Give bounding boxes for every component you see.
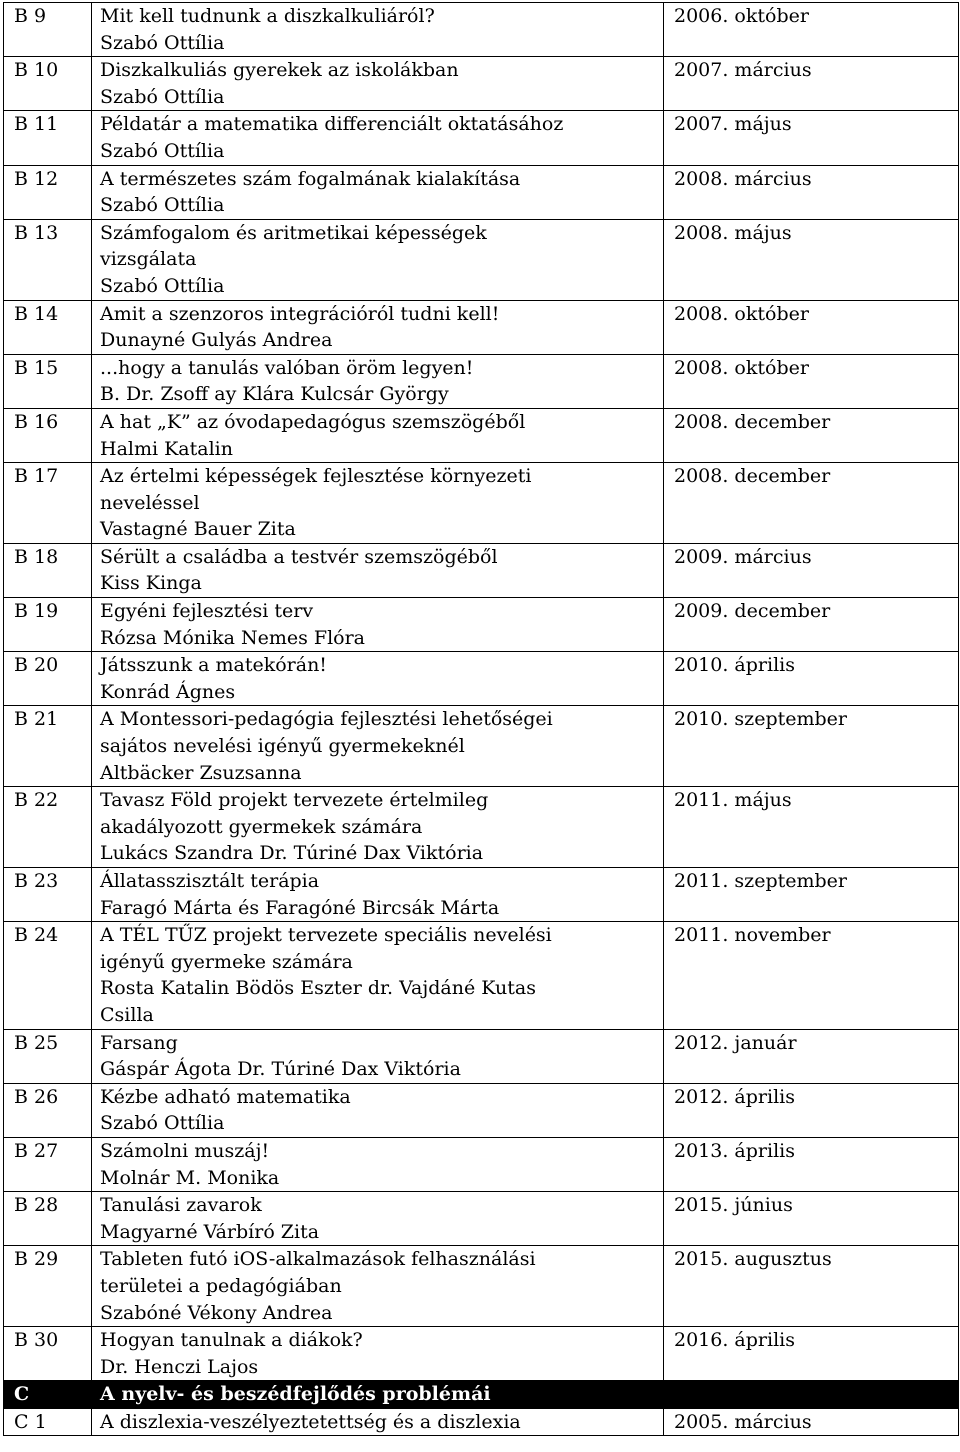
detail-line: Szabó Ottília bbox=[100, 1112, 225, 1135]
title-line: Számfogalom és aritmetikai képességek bbox=[100, 221, 487, 244]
row-date: 2005. március bbox=[664, 1408, 959, 1436]
detail-line: Szabó Ottília bbox=[100, 274, 225, 297]
row-title-author bbox=[92, 1192, 664, 1246]
row-code: B 21 bbox=[4, 706, 92, 787]
row-code: B 14 bbox=[4, 300, 92, 354]
title-line: A Montessori-pedagógia fejlesztési lehetőségei bbox=[100, 708, 553, 731]
detail-line: neveléssel bbox=[100, 491, 200, 514]
row-code: B 16 bbox=[4, 408, 92, 462]
detail-line: Kiss Kinga bbox=[100, 572, 202, 595]
detail-line: Altbäcker Zsuzsanna bbox=[100, 761, 302, 784]
title-line: Hogyan tanulnak a diákok? bbox=[100, 1329, 363, 1352]
detail-line: igényű gyermeke számára bbox=[100, 950, 353, 973]
row-code: B 24 bbox=[4, 922, 92, 1029]
title-line: A TÉL TŰZ projekt tervezete speciális nevelési bbox=[100, 924, 552, 947]
publication-table bbox=[3, 2, 959, 1436]
row-code: B 22 bbox=[4, 787, 92, 868]
row-code: B 26 bbox=[4, 1083, 92, 1137]
row-date: 2011. november bbox=[664, 922, 959, 1029]
table-row bbox=[4, 706, 959, 787]
row-title-author bbox=[92, 598, 664, 652]
table-row bbox=[4, 111, 959, 165]
table-row bbox=[4, 57, 959, 111]
detail-line: Szabó Ottília bbox=[100, 85, 225, 108]
detail-line: Szabó Ottília bbox=[100, 139, 225, 162]
row-date: 2008. december bbox=[664, 408, 959, 462]
row-date: 2008. május bbox=[664, 219, 959, 300]
row-date: 2008. március bbox=[664, 165, 959, 219]
table-row bbox=[4, 408, 959, 462]
detail-line: Vastagné Bauer Zita bbox=[100, 518, 296, 541]
title-line: Tanulási zavarok bbox=[100, 1194, 262, 1217]
row-date: 2015. augusztus bbox=[664, 1246, 959, 1327]
title-line: Mit kell tudnunk a diszkalkuliáról? bbox=[100, 5, 435, 27]
row-title-author bbox=[92, 543, 664, 597]
row-title-author bbox=[92, 300, 664, 354]
row-code: B 12 bbox=[4, 165, 92, 219]
title-line: Sérült a családba a testvér szemszögéből bbox=[100, 545, 498, 568]
table-row bbox=[4, 1029, 959, 1083]
detail-line: Csilla bbox=[100, 1003, 154, 1026]
table-row bbox=[4, 463, 959, 544]
row-date: 2011. szeptember bbox=[664, 868, 959, 922]
title-line: Az értelmi képességek fejlesztése környezeti bbox=[100, 465, 532, 488]
title-line: Tableten futó iOS-alkalmazások felhasználási bbox=[100, 1248, 536, 1271]
detail-line: Dr. Henczi Lajos bbox=[100, 1355, 259, 1378]
table-row bbox=[4, 543, 959, 597]
row-title-author bbox=[92, 1083, 664, 1137]
row-title-author bbox=[92, 706, 664, 787]
title-line: A hat „K” az óvodapedagógus szemszögéből bbox=[100, 410, 526, 433]
detail-line: sajátos nevelési igényű gyermekeknél bbox=[100, 735, 465, 758]
row-title-author bbox=[92, 787, 664, 868]
detail-line: Gáspár Ágota Dr. Túriné Dax Viktória bbox=[100, 1058, 461, 1081]
detail-line: Rosta Katalin Bödös Eszter dr. Vajdáné Kutas bbox=[100, 977, 537, 1000]
detail-line: B. Dr. Zsoff ay Klára Kulcsár György bbox=[100, 383, 449, 406]
row-title-author bbox=[92, 1137, 664, 1191]
detail-line: Dunayné Gulyás Andrea bbox=[100, 329, 333, 352]
row-title-author bbox=[92, 1327, 664, 1381]
title-line: Egyéni fejlesztési terv bbox=[100, 600, 314, 623]
row-title-author bbox=[92, 408, 664, 462]
table-row bbox=[4, 1192, 959, 1246]
detail-line: Magyarné Várbíró Zita bbox=[100, 1220, 320, 1243]
table-row bbox=[4, 868, 959, 922]
row-date: 2012. április bbox=[664, 1083, 959, 1137]
row-date: 2012. január bbox=[664, 1029, 959, 1083]
row-date: 2013. április bbox=[664, 1137, 959, 1191]
detail-line: Lukács Szandra Dr. Túriné Dax Viktória bbox=[100, 842, 484, 865]
row-code: B 17 bbox=[4, 463, 92, 544]
row-code: B 23 bbox=[4, 868, 92, 922]
row-date: 2010. április bbox=[664, 652, 959, 706]
row-code: B 18 bbox=[4, 543, 92, 597]
title-line: A természetes szám fogalmának kialakítása bbox=[100, 167, 521, 190]
row-code: C 1 bbox=[4, 1408, 92, 1436]
detail-line: akadályozott gyermekek számára bbox=[100, 815, 423, 838]
row-date: 2015. június bbox=[664, 1192, 959, 1246]
table-row bbox=[4, 1137, 959, 1191]
row-title-author bbox=[92, 463, 664, 544]
title-line: Számolni muszáj! bbox=[100, 1139, 270, 1162]
row-date: 2009. december bbox=[664, 598, 959, 652]
publication-table-body bbox=[4, 3, 959, 1436]
title-line: Farsang bbox=[100, 1031, 178, 1054]
title-line: ...hogy a tanulás valóban öröm legyen! bbox=[100, 356, 474, 379]
row-code: B 11 bbox=[4, 111, 92, 165]
table-row bbox=[4, 354, 959, 408]
row-title-author bbox=[92, 3, 664, 57]
row-title-author bbox=[92, 1408, 664, 1436]
row-title-author bbox=[92, 1381, 664, 1409]
detail-line: vizsgálata bbox=[100, 248, 197, 271]
row-code: B 9 bbox=[4, 3, 92, 57]
detail-line: területei a pedagógiában bbox=[100, 1274, 342, 1297]
table-row bbox=[4, 1083, 959, 1137]
row-code: B 15 bbox=[4, 354, 92, 408]
row-title-author bbox=[92, 57, 664, 111]
row-title-author bbox=[92, 165, 664, 219]
title-line: Tavasz Föld projekt tervezete értelmileg bbox=[100, 789, 489, 812]
table-row bbox=[4, 598, 959, 652]
table-row bbox=[4, 1246, 959, 1327]
row-code: C bbox=[4, 1381, 92, 1409]
table-row bbox=[4, 1327, 959, 1381]
row-code: B 20 bbox=[4, 652, 92, 706]
table-row bbox=[4, 300, 959, 354]
row-title-author bbox=[92, 868, 664, 922]
row-date bbox=[664, 1381, 959, 1409]
row-title-author bbox=[92, 922, 664, 1029]
row-code: B 30 bbox=[4, 1327, 92, 1381]
detail-line: Szabó Ottília bbox=[100, 194, 225, 217]
title-line: Amit a szenzoros integrációról tudni kell! bbox=[100, 302, 500, 325]
row-title-author bbox=[92, 354, 664, 408]
row-code: B 28 bbox=[4, 1192, 92, 1246]
table-row bbox=[4, 652, 959, 706]
table-row bbox=[4, 1408, 959, 1436]
row-code: B 13 bbox=[4, 219, 92, 300]
row-code: B 29 bbox=[4, 1246, 92, 1327]
row-title-author bbox=[92, 219, 664, 300]
detail-line: Halmi Katalin bbox=[100, 437, 233, 460]
row-title-author bbox=[92, 1246, 664, 1327]
section-header-row bbox=[4, 1381, 959, 1409]
detail-line: Szabóné Vékony Andrea bbox=[100, 1301, 333, 1324]
row-title-author bbox=[92, 1029, 664, 1083]
row-date: 2011. május bbox=[664, 787, 959, 868]
table-row bbox=[4, 219, 959, 300]
table-row bbox=[4, 3, 959, 57]
detail-line: Konrád Ágnes bbox=[100, 680, 236, 703]
row-date: 2010. szeptember bbox=[664, 706, 959, 787]
row-date: 2006. október bbox=[664, 3, 959, 57]
row-date: 2009. március bbox=[664, 543, 959, 597]
row-date: 2007. március bbox=[664, 57, 959, 111]
title-line: Kézbe adható matematika bbox=[100, 1085, 351, 1108]
title-line: Játsszunk a matekórán! bbox=[100, 654, 327, 677]
row-date: 2008. október bbox=[664, 354, 959, 408]
detail-line: Molnár M. Monika bbox=[100, 1166, 280, 1189]
detail-line: Szabó Ottília bbox=[100, 31, 225, 54]
row-code: B 25 bbox=[4, 1029, 92, 1083]
table-row bbox=[4, 165, 959, 219]
row-date: 2007. május bbox=[664, 111, 959, 165]
row-code: B 27 bbox=[4, 1137, 92, 1191]
table-row bbox=[4, 787, 959, 868]
row-date: 2008. december bbox=[664, 463, 959, 544]
table-row bbox=[4, 922, 959, 1029]
title-line: Diszkalkuliás gyerekek az iskolákban bbox=[100, 59, 459, 82]
row-title-author bbox=[92, 652, 664, 706]
row-title-author bbox=[92, 111, 664, 165]
row-code: B 10 bbox=[4, 57, 92, 111]
row-code: B 19 bbox=[4, 598, 92, 652]
title-line: Állatasszisztált terápia bbox=[100, 870, 320, 892]
title-line: Példatár a matematika differenciált oktatásához bbox=[100, 113, 564, 136]
title-line: A nyelv- és beszédfejlődés problémái bbox=[100, 1383, 491, 1406]
title-line: A diszlexia-veszélyeztetettség és a diszlexia bbox=[100, 1410, 521, 1433]
detail-line: Rózsa Mónika Nemes Flóra bbox=[100, 626, 365, 649]
detail-line: Faragó Márta és Faragóné Bircsák Márta bbox=[100, 896, 500, 919]
row-date: 2016. április bbox=[664, 1327, 959, 1381]
row-date: 2008. október bbox=[664, 300, 959, 354]
